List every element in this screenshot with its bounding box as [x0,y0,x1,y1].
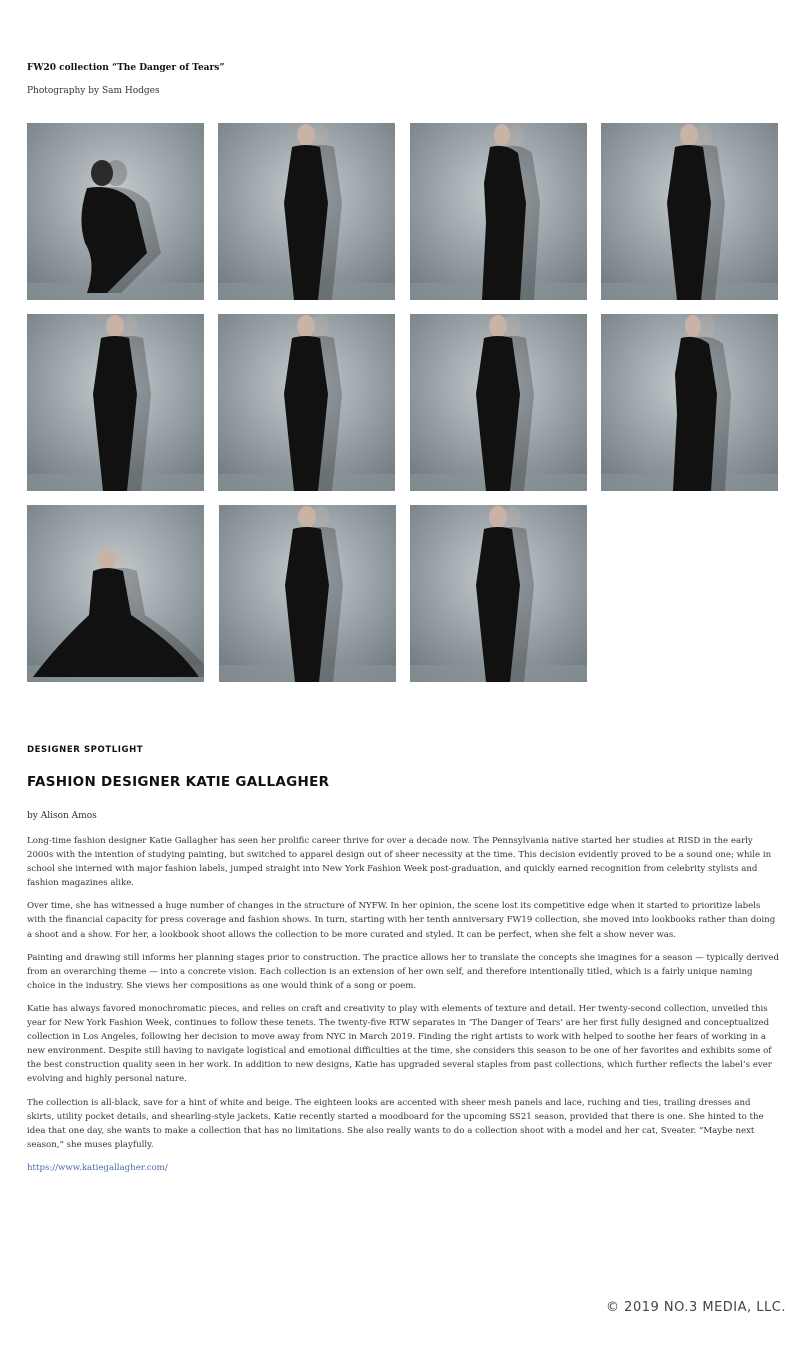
photo-credit: Photography by Sam Hodges [27,86,160,96]
photo-image [601,314,778,491]
gallery-photo[interactable] [410,123,587,300]
article-paragraph: Long-time fashion designer Katie Gallagher has seen her prolific career thrive for over a decade now. The Pennsylvania native started her studies at RISD in the early 2000s with the intention of studying painting, but switched to apparel design out of sheer necessity at the time. This decision evidently proved to be a sound one; while in school she interned with major fashion labels, jumped straight into New York Fashion Week post-graduation, and quickly earned recognition from celebrity stylists and fashion magazines alike. [27,836,772,889]
gallery-photo[interactable] [219,505,396,682]
section-label: DESIGNER SPOTLIGHT [27,745,144,755]
designer-website-link[interactable]: https://www.katiegallagher.com/ [27,1162,168,1173]
gallery-photo[interactable] [27,123,204,300]
article-paragraph: Katie has always favored monochromatic pieces, and relies on craft and creativity to play with elements of texture and detail. Her twenty-second collection, unveiled this year for New York Fashion Week, continues to follow these tenets. The twenty-five RTW separates in ‘The Danger of Tears’ are her first fully designed and conceptualized collection in Los Angeles, following her decision to move away from NYC in March 2019. Finding the right artists to work with helped to soothe her fears of working in a new environment. Despite still having to navigate logistical and emotional difficulties at the time, she considers this season to be one of her favorites and exhibits some of the best construction quality seen in her work. In addition to new designs, Katie has upgraded several staples from past collections, which further reflects the label’s ever evolving and highly personal nature. [27,1003,772,1085]
photo-image [601,123,778,300]
photo-image [219,505,396,682]
gallery-photo[interactable] [410,314,587,491]
article-body [27,834,779,1175]
article-headline: FASHION DESIGNER KATIE GALLAGHER [27,774,330,790]
article-byline: by Alison Amos [27,811,97,821]
gallery-photo[interactable] [218,314,395,491]
article-paragraph: The collection is all-black, save for a hint of white and beige. The eighteen looks are accented with sheer mesh panels and lace, ruching and ties, trailing dresses and skirts, utility pocket details, and shearling-style jackets. Katie recently started a moodboard for the upcoming SS21 season, provided that there is one. She hinted to the idea that one day, she wants to make a collection that has no limitations. She also really wants to do a collection shoot with a model and her cat, Sveater. “Maybe next season,” she muses playfully. [27,1097,764,1150]
photo-image [410,505,587,682]
photo-image [218,123,395,300]
photo-image [218,314,395,491]
copyright-notice: © 2019 NO.3 MEDIA, LLC. [606,1300,786,1315]
gallery-photo[interactable] [27,505,204,682]
collection-title: FW20 collection “The Danger of Tears” [27,63,225,73]
photo-image [27,314,204,491]
photo-image [410,123,587,300]
article-paragraph: Over time, she has witnessed a huge number of changes in the structure of NYFW. In her opinion, the scene lost its competitive edge when it started to prioritize labels with the financial capacity for press coverage and fashion shows. In turn, starting with her tenth anniversary FW19 collection, she moved into lookbooks rather than doing a shoot and a show. For her, a lookbook shoot allows the collection to be more curated and styled. It can be perfect, when she felt a show never was. [27,901,776,940]
article-paragraph: Painting and drawing still informs her planning stages prior to construction. The practice allows her to translate the concepts she imagines for a season — typically derived from an overarching theme — into a concrete vision. Each collection is an extension of her own self, and therefore intentionally titled, which is a fairly unique naming choice in the industry. She views her compositions as one would think of a song or poem. [27,952,779,991]
photo-image [410,314,587,491]
gallery-photo[interactable] [601,314,778,491]
gallery-photo[interactable] [410,505,587,682]
photo-image [27,505,204,682]
photo-image [27,123,204,300]
gallery-photo[interactable] [218,123,395,300]
gallery-photo[interactable] [601,123,778,300]
gallery-photo[interactable] [27,314,204,491]
